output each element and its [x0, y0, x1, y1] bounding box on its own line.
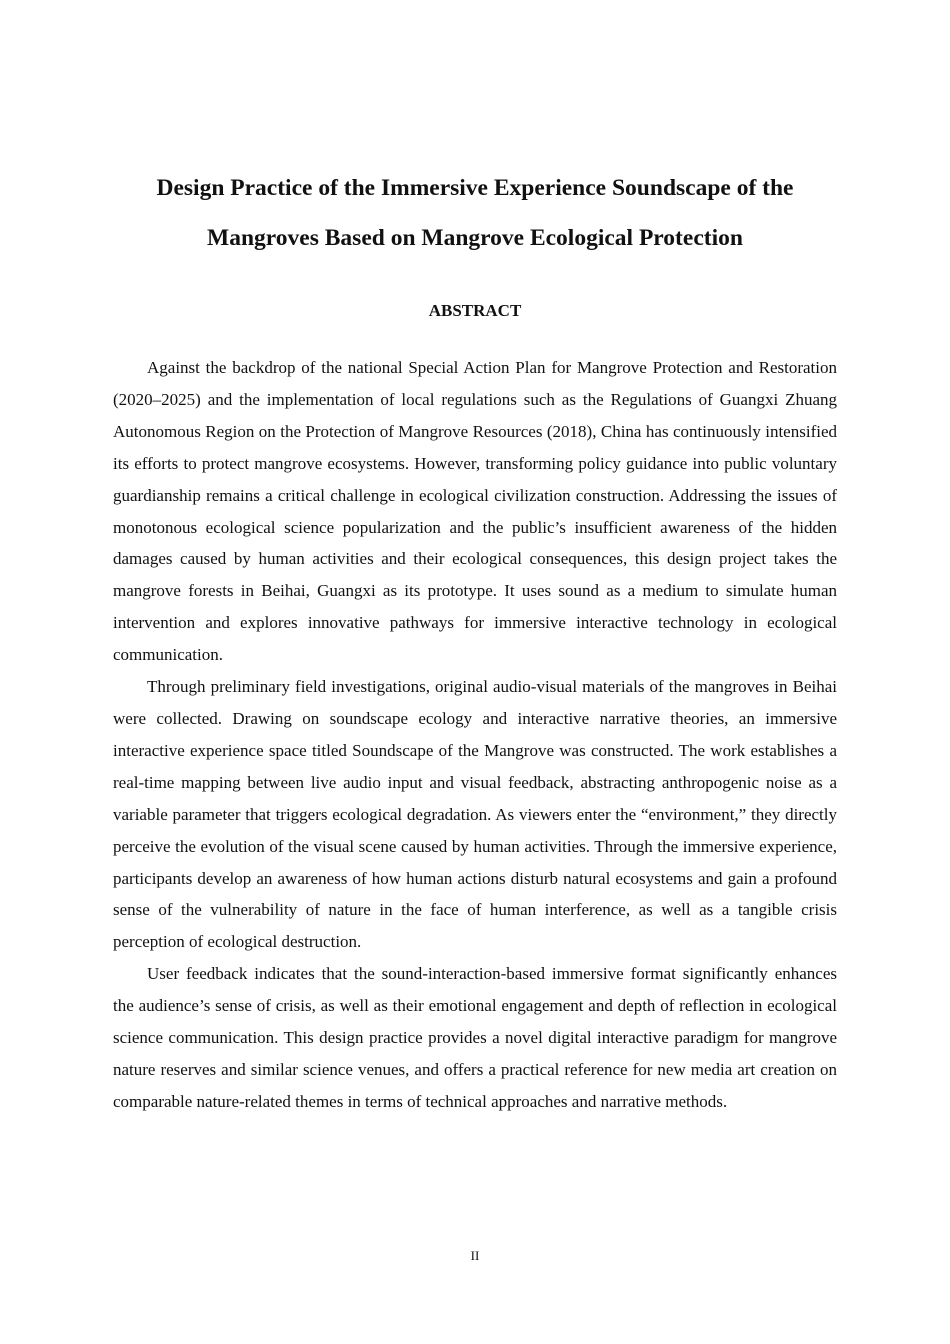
abstract-body [113, 352, 837, 1118]
abstract-paragraph-1: Against the backdrop of the national Special Action Plan for Mangrove Protection and Restoration (2020–2025) and the implementation of local regulations such as the Regulations of Guangxi Zhuang Autonomous Region on the Protection of Mangrove Resources (2018), China has continuously intensified its efforts to protect mangrove ecosystems. However, transforming policy guidance into public voluntary guardianship remains a critical challenge in ecological civilization construction. Addressing the issues of monotonous ecological science popularization and the public’s insufficient awareness of the hidden damages caused by human activities and their ecological consequences, this design project takes the mangrove forests in Beihai, Guangxi as its prototype. It uses sound as a medium to simulate human intervention and explores innovative pathways for immersive interactive technology in ecological communication. [113, 358, 837, 665]
page-title: Design Practice of the Immersive Experience Soundscape of the Mangroves Based on Mangrove Ecological Protection [156, 175, 794, 251]
abstract-paragraph-3: User feedback indicates that the sound-interaction-based immersive format significantly enhances the audience’s sense of crisis, as well as their emotional engagement and depth of reflection in ecological science communication. This design practice provides a novel digital interactive paradigm for mangrove nature reserves and similar science venues, and offers a practical reference for new media art creation on comparable nature-related themes in terms of technical approaches and narrative methods. [113, 964, 837, 1111]
page-number: II [470, 1248, 480, 1263]
abstract-heading: ABSTRACT [428, 301, 522, 320]
abstract-paragraph-2: Through preliminary field investigations, original audio-visual materials of the mangroves in Beihai were collected. Drawing on soundscape ecology and interactive narrative theories, an immersive interactive experience space titled Soundscape of the Mangrove was constructed. The work establishes a real-time mapping between live audio input and visual feedback, abstracting anthropogenic noise as a variable parameter that triggers ecological degradation. As viewers enter the “environment,” they directly perceive the evolution of the visual scene caused by human activities. Through the immersive experience, participants develop an awareness of how human actions disturb natural ecosystems and gain a profound sense of the vulnerability of nature in the face of human interference, as well as a tangible crisis perception of ecological destruction. [113, 677, 837, 952]
